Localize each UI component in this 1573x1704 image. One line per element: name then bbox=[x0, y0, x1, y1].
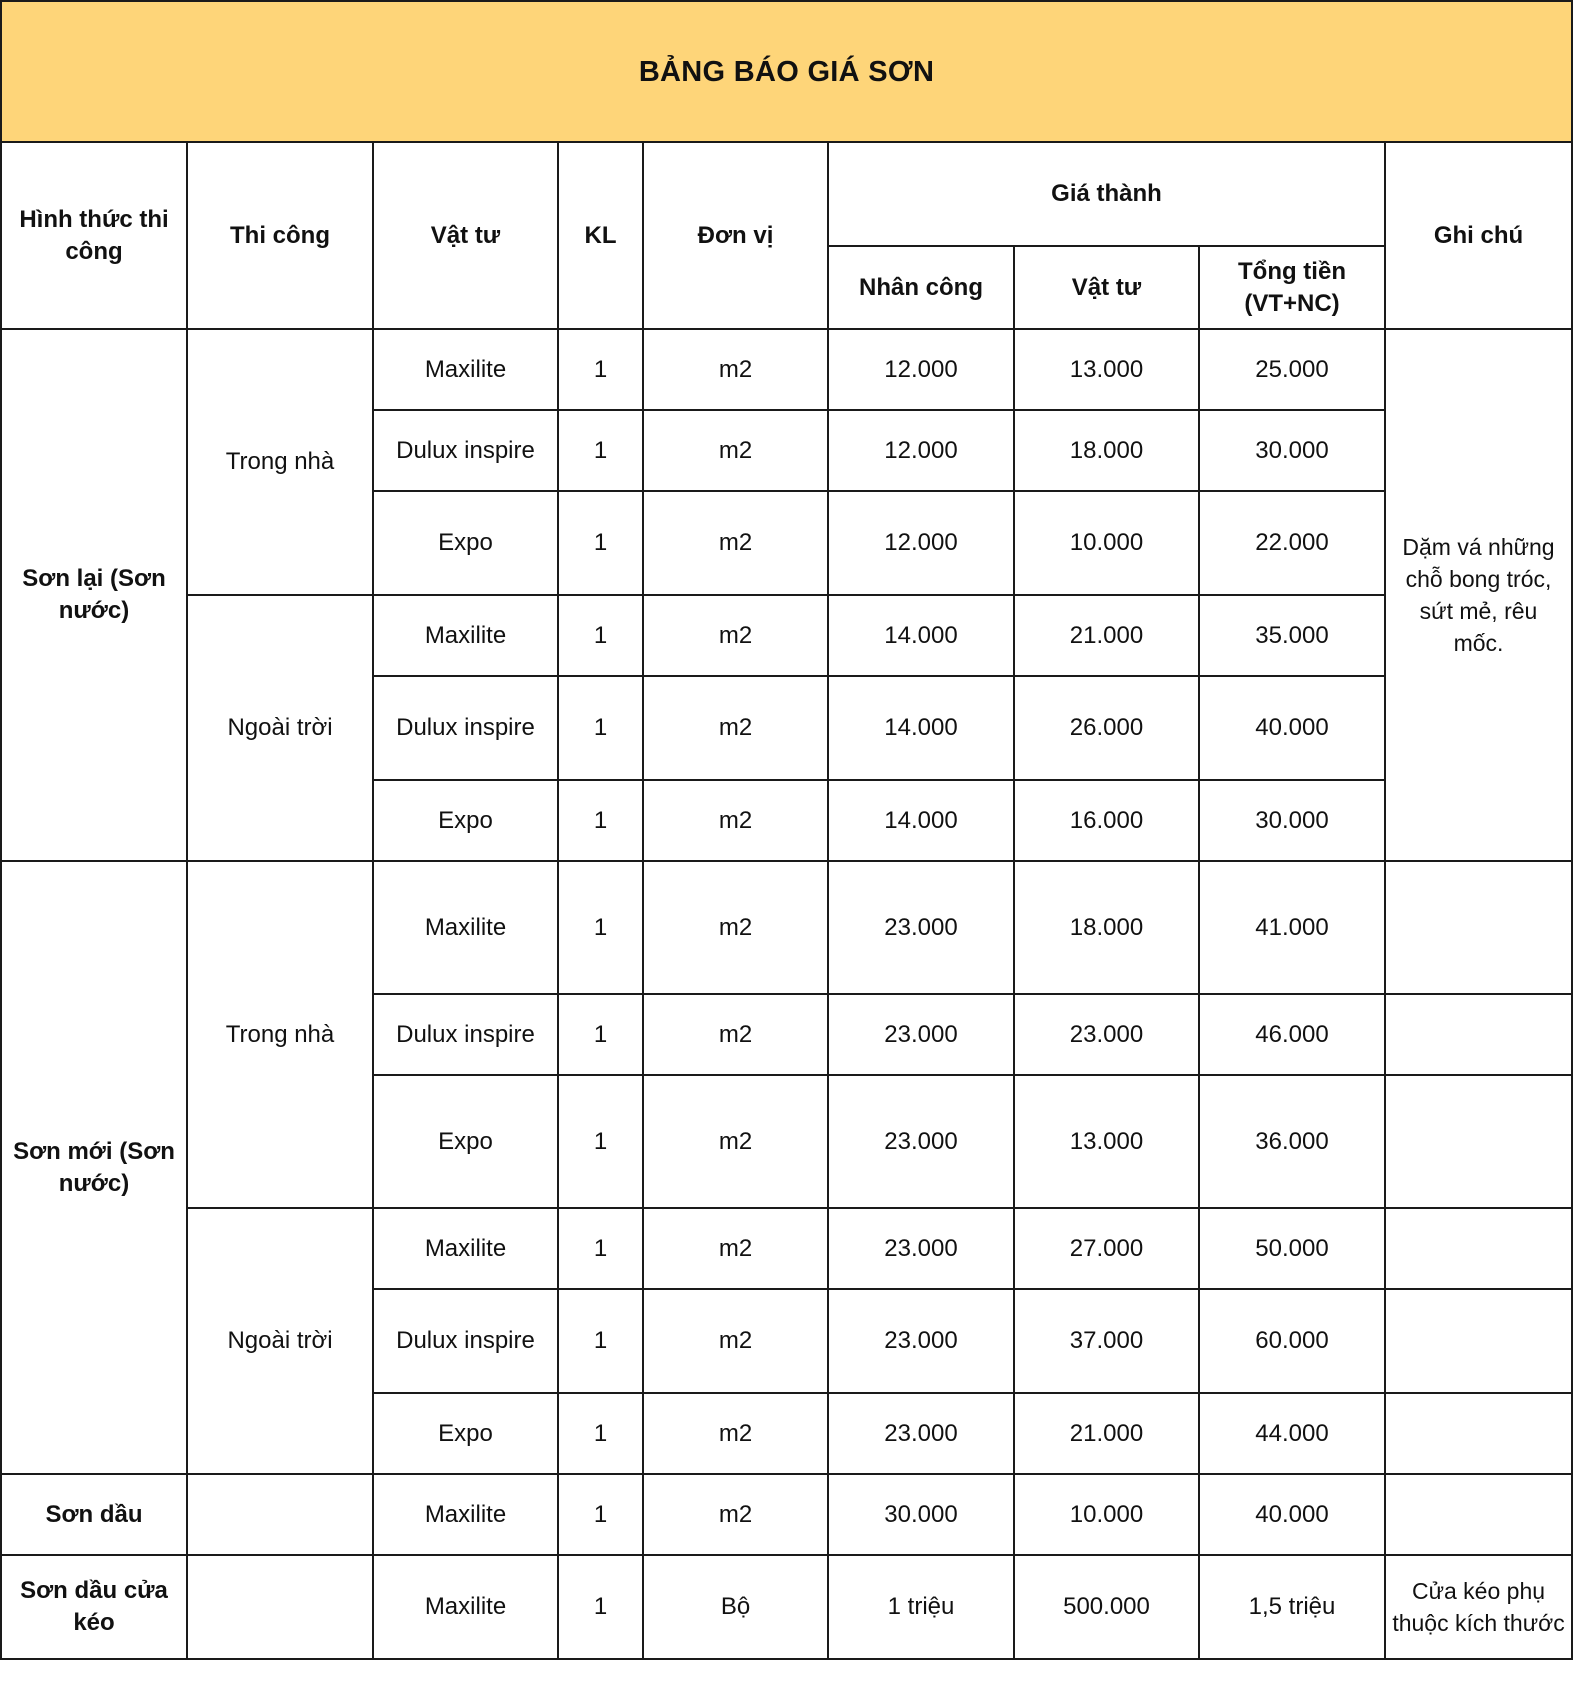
header-nhan-cong: Nhân công bbox=[828, 246, 1014, 329]
table-row bbox=[1, 1208, 1572, 1289]
cell-don-vi: m2 bbox=[643, 994, 828, 1075]
cell-tong-tien: 40.000 bbox=[1199, 1474, 1385, 1555]
cell-don-vi: m2 bbox=[643, 780, 828, 861]
cell-tong-tien: 1,5 triệu bbox=[1199, 1555, 1385, 1659]
cell-nhan-cong: 12.000 bbox=[828, 410, 1014, 491]
cell-kl: 1 bbox=[558, 1075, 643, 1208]
cell-vat-tu: Dulux inspire bbox=[373, 676, 558, 780]
cell-vat-tu-price: 27.000 bbox=[1014, 1208, 1199, 1289]
cell-vat-tu-price: 13.000 bbox=[1014, 329, 1199, 410]
cell-kl: 1 bbox=[558, 329, 643, 410]
cell-nhan-cong: 14.000 bbox=[828, 595, 1014, 676]
header-vat-tu: Vật tư bbox=[373, 142, 558, 329]
cell-vat-tu: Maxilite bbox=[373, 595, 558, 676]
cell-tong-tien: 36.000 bbox=[1199, 1075, 1385, 1208]
cell-tong-tien: 30.000 bbox=[1199, 780, 1385, 861]
cell-vat-tu-price: 500.000 bbox=[1014, 1555, 1199, 1659]
cell-vat-tu: Maxilite bbox=[373, 1208, 558, 1289]
cell-vat-tu: Expo bbox=[373, 491, 558, 595]
cell-tong-tien: 41.000 bbox=[1199, 861, 1385, 994]
cell-kl: 1 bbox=[558, 1289, 643, 1393]
cell-nhan-cong: 14.000 bbox=[828, 780, 1014, 861]
cell-don-vi: m2 bbox=[643, 1289, 828, 1393]
cell-tong-tien: 50.000 bbox=[1199, 1208, 1385, 1289]
table-row bbox=[1, 1555, 1572, 1659]
header-tong-tien: Tổng tiền (VT+NC) bbox=[1199, 246, 1385, 329]
subgroup-son-lai-trong-nha: Trong nhà bbox=[187, 329, 373, 595]
cell-nhan-cong: 14.000 bbox=[828, 676, 1014, 780]
cell-vat-tu: Maxilite bbox=[373, 1474, 558, 1555]
subgroup-son-moi-trong-nha: Trong nhà bbox=[187, 861, 373, 1208]
cell-nhan-cong: 23.000 bbox=[828, 994, 1014, 1075]
cell-thi-cong bbox=[187, 1474, 373, 1555]
cell-nhan-cong: 23.000 bbox=[828, 861, 1014, 994]
cell-kl: 1 bbox=[558, 595, 643, 676]
cell-don-vi: m2 bbox=[643, 491, 828, 595]
table-row bbox=[1, 595, 1572, 676]
table-title: BẢNG BÁO GIÁ SƠN bbox=[1, 1, 1572, 142]
note-son-lai: Dặm vá những chỗ bong tróc, sứt mẻ, rêu mốc. bbox=[1385, 329, 1572, 861]
cell-nhan-cong: 23.000 bbox=[828, 1208, 1014, 1289]
cell-vat-tu-price: 18.000 bbox=[1014, 861, 1199, 994]
cell-vat-tu-price: 21.000 bbox=[1014, 595, 1199, 676]
cell-don-vi: Bộ bbox=[643, 1555, 828, 1659]
cell-vat-tu-price: 13.000 bbox=[1014, 1075, 1199, 1208]
cell-vat-tu: Expo bbox=[373, 780, 558, 861]
cell-kl: 1 bbox=[558, 410, 643, 491]
group-son-dau-cua-keo: Sơn dầu cửa kéo bbox=[1, 1555, 187, 1659]
cell-tong-tien: 40.000 bbox=[1199, 676, 1385, 780]
cell-nhan-cong: 1 triệu bbox=[828, 1555, 1014, 1659]
cell-nhan-cong: 12.000 bbox=[828, 329, 1014, 410]
note-cua-keo: Cửa kéo phụ thuộc kích thước bbox=[1385, 1555, 1572, 1659]
group-son-dau: Sơn dầu bbox=[1, 1474, 187, 1555]
cell-nhan-cong: 23.000 bbox=[828, 1393, 1014, 1474]
subgroup-son-moi-ngoai-troi: Ngoài trời bbox=[187, 1208, 373, 1474]
cell-vat-tu: Expo bbox=[373, 1075, 558, 1208]
cell-kl: 1 bbox=[558, 780, 643, 861]
cell-vat-tu: Expo bbox=[373, 1393, 558, 1474]
cell-vat-tu-price: 18.000 bbox=[1014, 410, 1199, 491]
cell-vat-tu-price: 26.000 bbox=[1014, 676, 1199, 780]
cell-vat-tu: Maxilite bbox=[373, 861, 558, 994]
header-kl: KL bbox=[558, 142, 643, 329]
cell-tong-tien: 46.000 bbox=[1199, 994, 1385, 1075]
cell-ghi-chu bbox=[1385, 994, 1572, 1075]
cell-don-vi: m2 bbox=[643, 1208, 828, 1289]
cell-nhan-cong: 23.000 bbox=[828, 1289, 1014, 1393]
cell-kl: 1 bbox=[558, 1555, 643, 1659]
cell-ghi-chu bbox=[1385, 1289, 1572, 1393]
cell-tong-tien: 30.000 bbox=[1199, 410, 1385, 491]
cell-nhan-cong: 23.000 bbox=[828, 1075, 1014, 1208]
cell-vat-tu-price: 10.000 bbox=[1014, 1474, 1199, 1555]
cell-ghi-chu bbox=[1385, 1474, 1572, 1555]
cell-tong-tien: 35.000 bbox=[1199, 595, 1385, 676]
cell-don-vi: m2 bbox=[643, 1075, 828, 1208]
table-row bbox=[1, 1474, 1572, 1555]
table-row bbox=[1, 861, 1572, 994]
cell-kl: 1 bbox=[558, 1393, 643, 1474]
cell-ghi-chu bbox=[1385, 1208, 1572, 1289]
header-thi-cong: Thi công bbox=[187, 142, 373, 329]
group-son-moi: Sơn mới (Sơn nước) bbox=[1, 861, 187, 1474]
cell-kl: 1 bbox=[558, 1474, 643, 1555]
cell-vat-tu: Dulux inspire bbox=[373, 1289, 558, 1393]
cell-kl: 1 bbox=[558, 994, 643, 1075]
cell-vat-tu: Maxilite bbox=[373, 1555, 558, 1659]
cell-don-vi: m2 bbox=[643, 1474, 828, 1555]
subgroup-son-lai-ngoai-troi: Ngoài trời bbox=[187, 595, 373, 861]
cell-kl: 1 bbox=[558, 491, 643, 595]
cell-kl: 1 bbox=[558, 1208, 643, 1289]
cell-vat-tu-price: 10.000 bbox=[1014, 491, 1199, 595]
cell-ghi-chu bbox=[1385, 1075, 1572, 1208]
cell-vat-tu-price: 23.000 bbox=[1014, 994, 1199, 1075]
cell-tong-tien: 60.000 bbox=[1199, 1289, 1385, 1393]
cell-vat-tu-price: 16.000 bbox=[1014, 780, 1199, 861]
cell-vat-tu-price: 21.000 bbox=[1014, 1393, 1199, 1474]
header-vat-tu-price: Vật tư bbox=[1014, 246, 1199, 329]
header-hinh-thuc: Hình thức thi công bbox=[1, 142, 187, 329]
cell-vat-tu-price: 37.000 bbox=[1014, 1289, 1199, 1393]
cell-vat-tu: Maxilite bbox=[373, 329, 558, 410]
header-don-vi: Đơn vị bbox=[643, 142, 828, 329]
cell-ghi-chu bbox=[1385, 861, 1572, 994]
cell-vat-tu: Dulux inspire bbox=[373, 410, 558, 491]
cell-tong-tien: 22.000 bbox=[1199, 491, 1385, 595]
cell-tong-tien: 25.000 bbox=[1199, 329, 1385, 410]
cell-thi-cong bbox=[187, 1555, 373, 1659]
table-row bbox=[1, 329, 1572, 410]
cell-nhan-cong: 12.000 bbox=[828, 491, 1014, 595]
cell-don-vi: m2 bbox=[643, 329, 828, 410]
cell-don-vi: m2 bbox=[643, 1393, 828, 1474]
cell-don-vi: m2 bbox=[643, 861, 828, 994]
header-gia-thanh: Giá thành bbox=[828, 142, 1385, 246]
cell-kl: 1 bbox=[558, 676, 643, 780]
cell-tong-tien: 44.000 bbox=[1199, 1393, 1385, 1474]
header-ghi-chu: Ghi chú bbox=[1385, 142, 1572, 329]
cell-vat-tu: Dulux inspire bbox=[373, 994, 558, 1075]
cell-kl: 1 bbox=[558, 861, 643, 994]
cell-don-vi: m2 bbox=[643, 410, 828, 491]
cell-don-vi: m2 bbox=[643, 595, 828, 676]
cell-ghi-chu bbox=[1385, 1393, 1572, 1474]
cell-don-vi: m2 bbox=[643, 676, 828, 780]
group-son-lai: Sơn lại (Sơn nước) bbox=[1, 329, 187, 861]
cell-nhan-cong: 30.000 bbox=[828, 1474, 1014, 1555]
